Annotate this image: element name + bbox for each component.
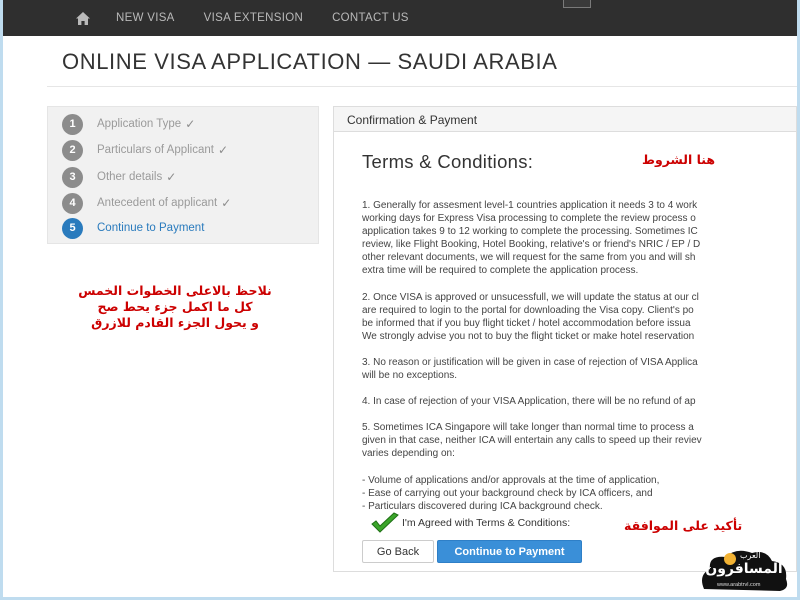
- step-number: 2: [62, 140, 83, 161]
- terms-line: varies depending on:: [362, 448, 455, 460]
- check-icon: ✓: [217, 143, 229, 157]
- terms-paragraph: [362, 356, 797, 382]
- terms-line: given in that case, neither ICA will entertain any calls to speed up their reviev: [362, 435, 702, 447]
- watermark-name: المسافرون: [705, 561, 783, 577]
- terms-line: will be no exceptions.: [362, 370, 458, 382]
- check-icon: ✓: [185, 117, 196, 131]
- terms-text: [362, 199, 797, 526]
- annotation-line: نلاحظ بالاعلى الخطوات الخمس: [78, 283, 272, 298]
- terms-paragraph: [362, 421, 797, 460]
- top-navbar: [3, 0, 797, 36]
- step-number: 3: [62, 167, 83, 188]
- terms-line: 5. Sometimes ICA Singapore will take longer than normal time to process a: [362, 422, 694, 434]
- terms-line: other relevant documents, we will request for the same from you and will sh: [362, 252, 696, 264]
- nav-contact-us[interactable]: CONTACT US: [332, 12, 409, 24]
- terms-line: application takes 9 to 12 working to complete the processing. Sometimes IC: [362, 226, 698, 238]
- agree-annotation: تأكيد على الموافقة: [624, 518, 743, 533]
- terms-line: 3. No reason or justification will be given in case of rejection of VISA Applica: [362, 356, 698, 368]
- step-application-type[interactable]: [62, 115, 195, 133]
- panel-heading: Confirmation & Payment: [334, 107, 796, 132]
- home-icon[interactable]: [74, 10, 92, 26]
- terms-line: be informed that if you buy flight ticket / hotel accommodation before issua: [362, 317, 691, 329]
- continue-to-payment-button[interactable]: Continue to Payment: [437, 540, 582, 563]
- step-number: 4: [62, 193, 83, 214]
- step-number: 5: [62, 218, 83, 239]
- terms-annotation: هنا الشروط: [642, 152, 716, 167]
- terms-line: extra time will be required to complete the application process.: [362, 265, 639, 277]
- navbar-toggle[interactable]: [563, 0, 591, 8]
- terms-line: 1. Generally for assesment level-1 countries application it needs 3 to 4 work: [362, 200, 698, 211]
- terms-line: working days for Express Visa processing to complete the review process o: [362, 213, 696, 225]
- terms-line: are required to login to the portal for downloading the Visa copy. Client's po: [362, 304, 694, 316]
- title-divider: [47, 86, 797, 87]
- terms-line: We strongly advise you not to buy the flight ticket or make hotel reservation: [362, 330, 695, 342]
- check-icon: ✓: [166, 170, 177, 184]
- step-continue-to-payment[interactable]: [62, 219, 204, 237]
- step-number: 1: [62, 114, 83, 135]
- step-label: Other details: [97, 171, 163, 183]
- terms-line: - Volume of applications and/or approvals at the time of application,: [362, 474, 660, 486]
- step-particulars[interactable]: [62, 141, 228, 159]
- go-back-button[interactable]: Go Back: [362, 540, 434, 563]
- watermark-sub: العرب: [740, 551, 761, 560]
- terms-line: - Particulars discovered during ICA background check.: [362, 500, 603, 512]
- terms-paragraph: [362, 291, 797, 343]
- confirmation-panel: [333, 106, 797, 572]
- terms-title: Terms & Conditions:: [362, 151, 534, 172]
- nav-new-visa[interactable]: NEW VISA: [116, 12, 175, 24]
- terms-paragraph: [362, 474, 797, 513]
- step-other-details[interactable]: [62, 168, 176, 186]
- agree-checkbox-icon[interactable]: [370, 512, 400, 534]
- agree-label: I'm Agreed with Terms & Conditions:: [402, 517, 571, 529]
- steps-annotation: [55, 283, 295, 331]
- terms-line: review, like Flight Booking, Hotel Booking, relative's or friend's NRIC / EP / D: [362, 239, 701, 251]
- page-title: ONLINE VISA APPLICATION — SAUDI ARABIA: [62, 49, 558, 74]
- nav-visa-extension[interactable]: VISA EXTENSION: [203, 12, 304, 24]
- step-label: Particulars of Applicant: [97, 144, 214, 156]
- watermark-url: www.arabtrvl.com: [717, 582, 761, 588]
- annotation-line: كل ما اكمل جزء يحط صح: [97, 299, 253, 314]
- step-antecedent[interactable]: [62, 194, 231, 212]
- step-label: Continue to Payment: [97, 222, 205, 234]
- step-label: Application Type: [97, 118, 182, 130]
- terms-paragraph: [362, 395, 797, 408]
- terms-line: - Ease of carrying out your background check by ICA officers, and: [362, 487, 653, 499]
- terms-line: 4. In case of rejection of your VISA Application, there will be no refund of ap: [362, 396, 696, 408]
- terms-line: 2. Once VISA is approved or unsucessfull, we will update the status at our cl: [362, 291, 699, 303]
- steps-sidebar: [47, 106, 319, 244]
- annotation-line: و يحول الجزء القادم للازرق: [91, 315, 259, 330]
- step-label: Antecedent of applicant: [97, 197, 218, 209]
- check-icon: ✓: [221, 196, 232, 210]
- terms-paragraph: [362, 199, 797, 278]
- agree-row: [370, 512, 570, 534]
